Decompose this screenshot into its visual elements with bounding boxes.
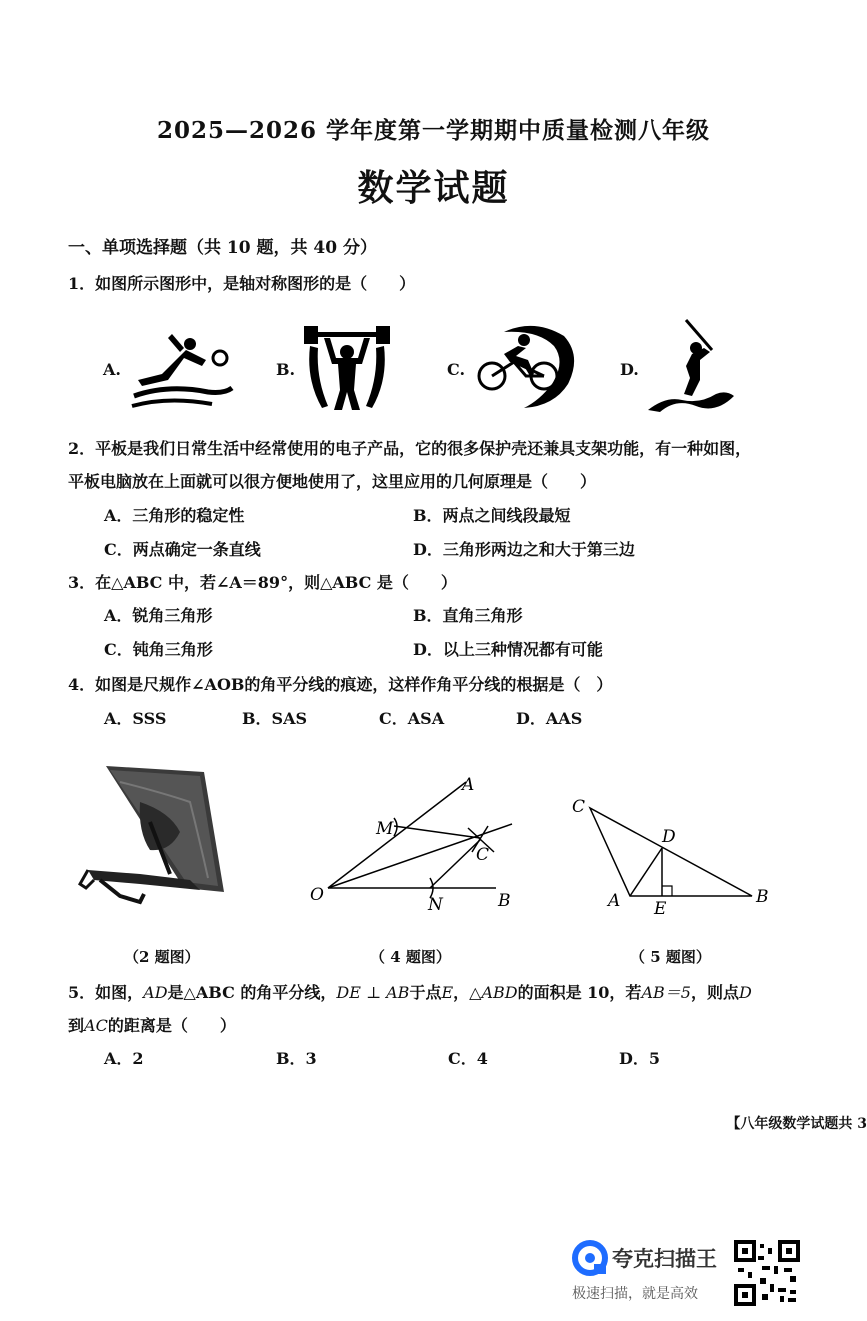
q5-option-c: C．4 bbox=[448, 1049, 488, 1068]
q4-option-c: C．ASA bbox=[379, 709, 445, 728]
question-5-line1: 5．如图，AD是△ABC 的角平分线，DE ⊥ AB于点E，△ABD的面积是 10，若AB＝5，则点D bbox=[68, 983, 752, 1002]
question-4-stem: 4．如图是尺规作∠AOB的角平分线的痕迹，这样作角平分线的根据是（ ） bbox=[68, 675, 613, 694]
q4-option-d: D．AAS bbox=[516, 709, 583, 728]
q2-option-b: B．两点之间线段最短 bbox=[413, 506, 571, 525]
q4-option-b: B．SAS bbox=[242, 709, 308, 728]
q1-option-b: B. bbox=[276, 360, 296, 379]
q2-option-a: A．三角形的稳定性 bbox=[104, 506, 245, 525]
q3-option-a: A．锐角三角形 bbox=[104, 606, 213, 625]
diver-silhouette-icon bbox=[128, 322, 238, 412]
fig4-label-n: N bbox=[428, 895, 443, 915]
q5-option-d: D．5 bbox=[619, 1049, 661, 1068]
golfer-silhouette-icon bbox=[646, 318, 736, 416]
q1-option-a: A. bbox=[103, 360, 121, 379]
quark-logo-icon bbox=[572, 1240, 608, 1276]
page-footer-note: 【八年级数学试题共 3 bbox=[726, 1116, 867, 1132]
cyclist-silhouette-icon bbox=[474, 322, 578, 410]
q2-option-d: D．三角形两边之和大于第三边 bbox=[413, 540, 635, 559]
caption-fig-2: （2 题图） bbox=[124, 948, 200, 966]
section-heading: 一、单项选择题（共 10 题，共 40 分） bbox=[68, 238, 377, 258]
fig4-label-m: M bbox=[376, 819, 394, 839]
fig4-label-b: B bbox=[498, 891, 511, 911]
q5-option-b: B．3 bbox=[276, 1049, 317, 1068]
scanner-slogan: 极速扫描，就是高效 bbox=[572, 1286, 698, 1302]
subject-title: 数学试题 bbox=[357, 167, 510, 209]
fig4-label-c: C bbox=[476, 845, 490, 865]
weightlifter-silhouette-icon bbox=[302, 320, 392, 412]
qr-code-icon bbox=[734, 1240, 800, 1306]
fig5-label-b: B bbox=[756, 887, 769, 907]
q5-option-a: A．2 bbox=[104, 1049, 144, 1068]
fig4-label-o: O bbox=[310, 885, 324, 905]
question-5-line2: 到AC的距离是（ ） bbox=[68, 1016, 236, 1035]
caption-fig-5: （ 5 题图） bbox=[630, 948, 711, 966]
question-2-line2: 平板电脑放在上面就可以很方便地使用了，这里应用的几何原理是（ ） bbox=[68, 472, 597, 491]
q2-option-c: C．两点确定一条直线 bbox=[104, 540, 261, 559]
question-3-stem: 3．在△ABC 中，若∠A＝89°，则△ABC 是（ ） bbox=[68, 573, 457, 592]
fig5-label-e: E bbox=[654, 899, 667, 919]
caption-fig-4: （ 4 题图） bbox=[370, 948, 451, 966]
figure-4-angle-bisector bbox=[300, 760, 530, 930]
exam-title-line: 2025—2026 学年度第一学期期中质量检测八年级 bbox=[156, 117, 711, 144]
tablet-stand-photo bbox=[80, 762, 228, 912]
fig4-label-a: A bbox=[462, 775, 475, 795]
q1-option-c: C. bbox=[447, 360, 466, 379]
fig5-label-c: C bbox=[572, 797, 586, 817]
question-2-line1: 2．平板是我们日常生活中经常使用的电子产品，它的很多保护壳还兼具支架功能，有一种如图， bbox=[68, 439, 752, 458]
scanner-brand-name: 夸克扫描王 bbox=[612, 1247, 717, 1271]
q3-option-d: D．以上三种情况都有可能 bbox=[413, 640, 603, 659]
q3-option-b: B．直角三角形 bbox=[413, 606, 523, 625]
fig5-label-d: D bbox=[662, 827, 676, 847]
q4-option-a: A．SSS bbox=[104, 709, 167, 728]
fig5-label-a: A bbox=[608, 891, 621, 911]
q1-option-d: D. bbox=[620, 360, 639, 379]
q3-option-c: C．钝角三角形 bbox=[104, 640, 213, 659]
question-1-stem: 1．如图所示图形中，是轴对称图形的是（ ） bbox=[68, 274, 416, 293]
figure-5-triangle bbox=[566, 790, 776, 926]
